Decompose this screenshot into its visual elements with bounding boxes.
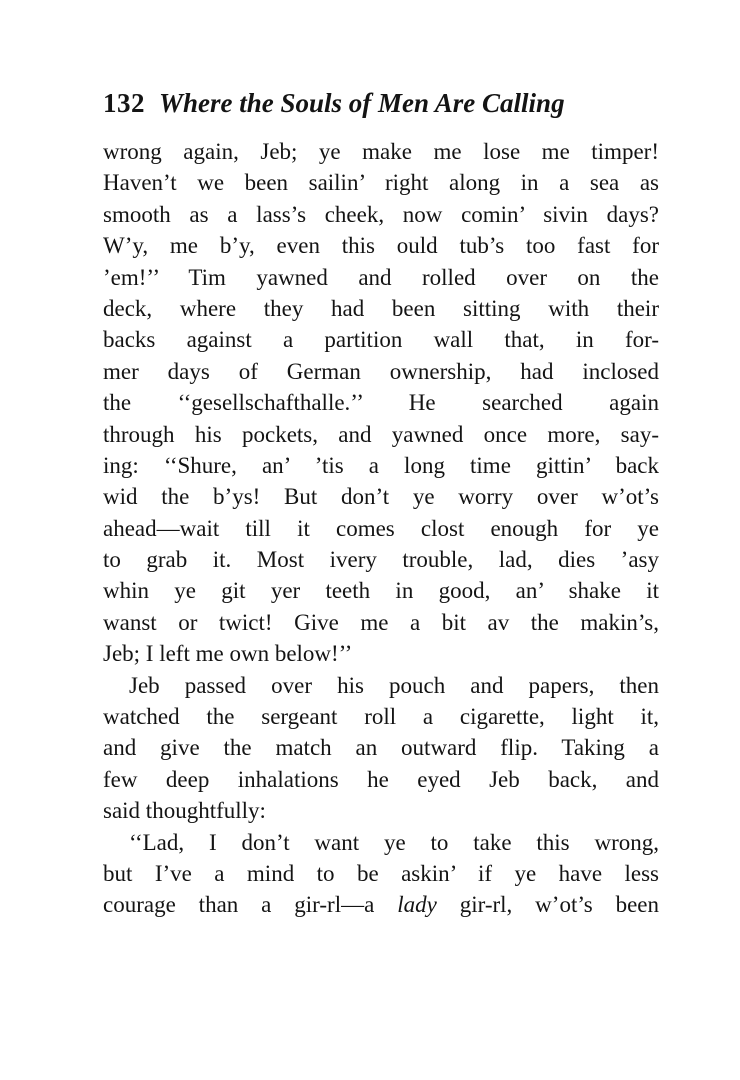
text-line: mer days of German ownership, had inclosed bbox=[103, 358, 659, 384]
text-line: watched the sergeant roll a cigarette, light it, bbox=[103, 704, 659, 730]
text-line-paragraph-start: ‘‘Lad, I don’t want ye to take this wrong, bbox=[129, 829, 659, 855]
text-line: whin ye git yer teeth in good, an’ shake it bbox=[103, 578, 659, 604]
text-line: wrong again, Jeb; ye make me lose me timper! bbox=[103, 139, 659, 164]
text-line: wid the b’ys! But don’t ye worry over w’ot’s bbox=[103, 484, 659, 510]
text-line: but I’ve a mind to be askin’ if ye have less bbox=[103, 860, 659, 886]
text-line: Haven’t we been sailin’ right along in a sea as bbox=[103, 170, 659, 196]
running-head bbox=[103, 88, 663, 128]
text-line-paragraph-end: said thoughtfully: bbox=[103, 798, 266, 824]
text-line: ahead—wait till it comes clost enough for ye bbox=[103, 515, 659, 541]
text-run: courage than a gir-rl—a bbox=[103, 892, 398, 918]
text-line: the ‘‘gesellschafthalle.’’ He searched again bbox=[103, 390, 659, 416]
text-line: ’em!’’ Tim yawned and rolled over on the bbox=[103, 264, 659, 290]
text-line: smooth as a lass’s cheek, now comin’ sivin days? bbox=[103, 201, 659, 227]
book-title: Where the Souls of Men Are Calling bbox=[159, 88, 565, 118]
text-run: gir-rl, w’ot’s been bbox=[436, 892, 659, 918]
text-line: backs against a partition wall that, in for- bbox=[103, 327, 659, 353]
text-line: and give the match an outward flip. Taking a bbox=[103, 735, 659, 761]
text-line: few deep inhalations he eyed Jeb back, and bbox=[103, 766, 659, 792]
text-line: deck, where they had been sitting with their bbox=[103, 295, 659, 321]
text-line: to grab it. Most ivery trouble, lad, dies ’asy bbox=[103, 547, 659, 573]
text-line-paragraph-start: Jeb passed over his pouch and papers, then bbox=[129, 672, 659, 698]
body-text bbox=[103, 136, 659, 921]
text-line: wanst or twict! Give me a bit av the makin’s, bbox=[103, 609, 659, 635]
text-line-final bbox=[103, 889, 659, 920]
text-line-paragraph-end: Jeb; I left me own below!’’ bbox=[103, 641, 353, 667]
text-line: ing: ‘‘Shure, an’ ’tis a long time gittin’ back bbox=[103, 452, 659, 478]
text-line: W’y, me b’y, even this ould tub’s too fast for bbox=[103, 233, 659, 259]
text-line: through his pockets, and yawned once more, say- bbox=[103, 421, 659, 447]
italic-word: lady bbox=[397, 892, 437, 918]
page-number: 132 bbox=[103, 88, 145, 118]
